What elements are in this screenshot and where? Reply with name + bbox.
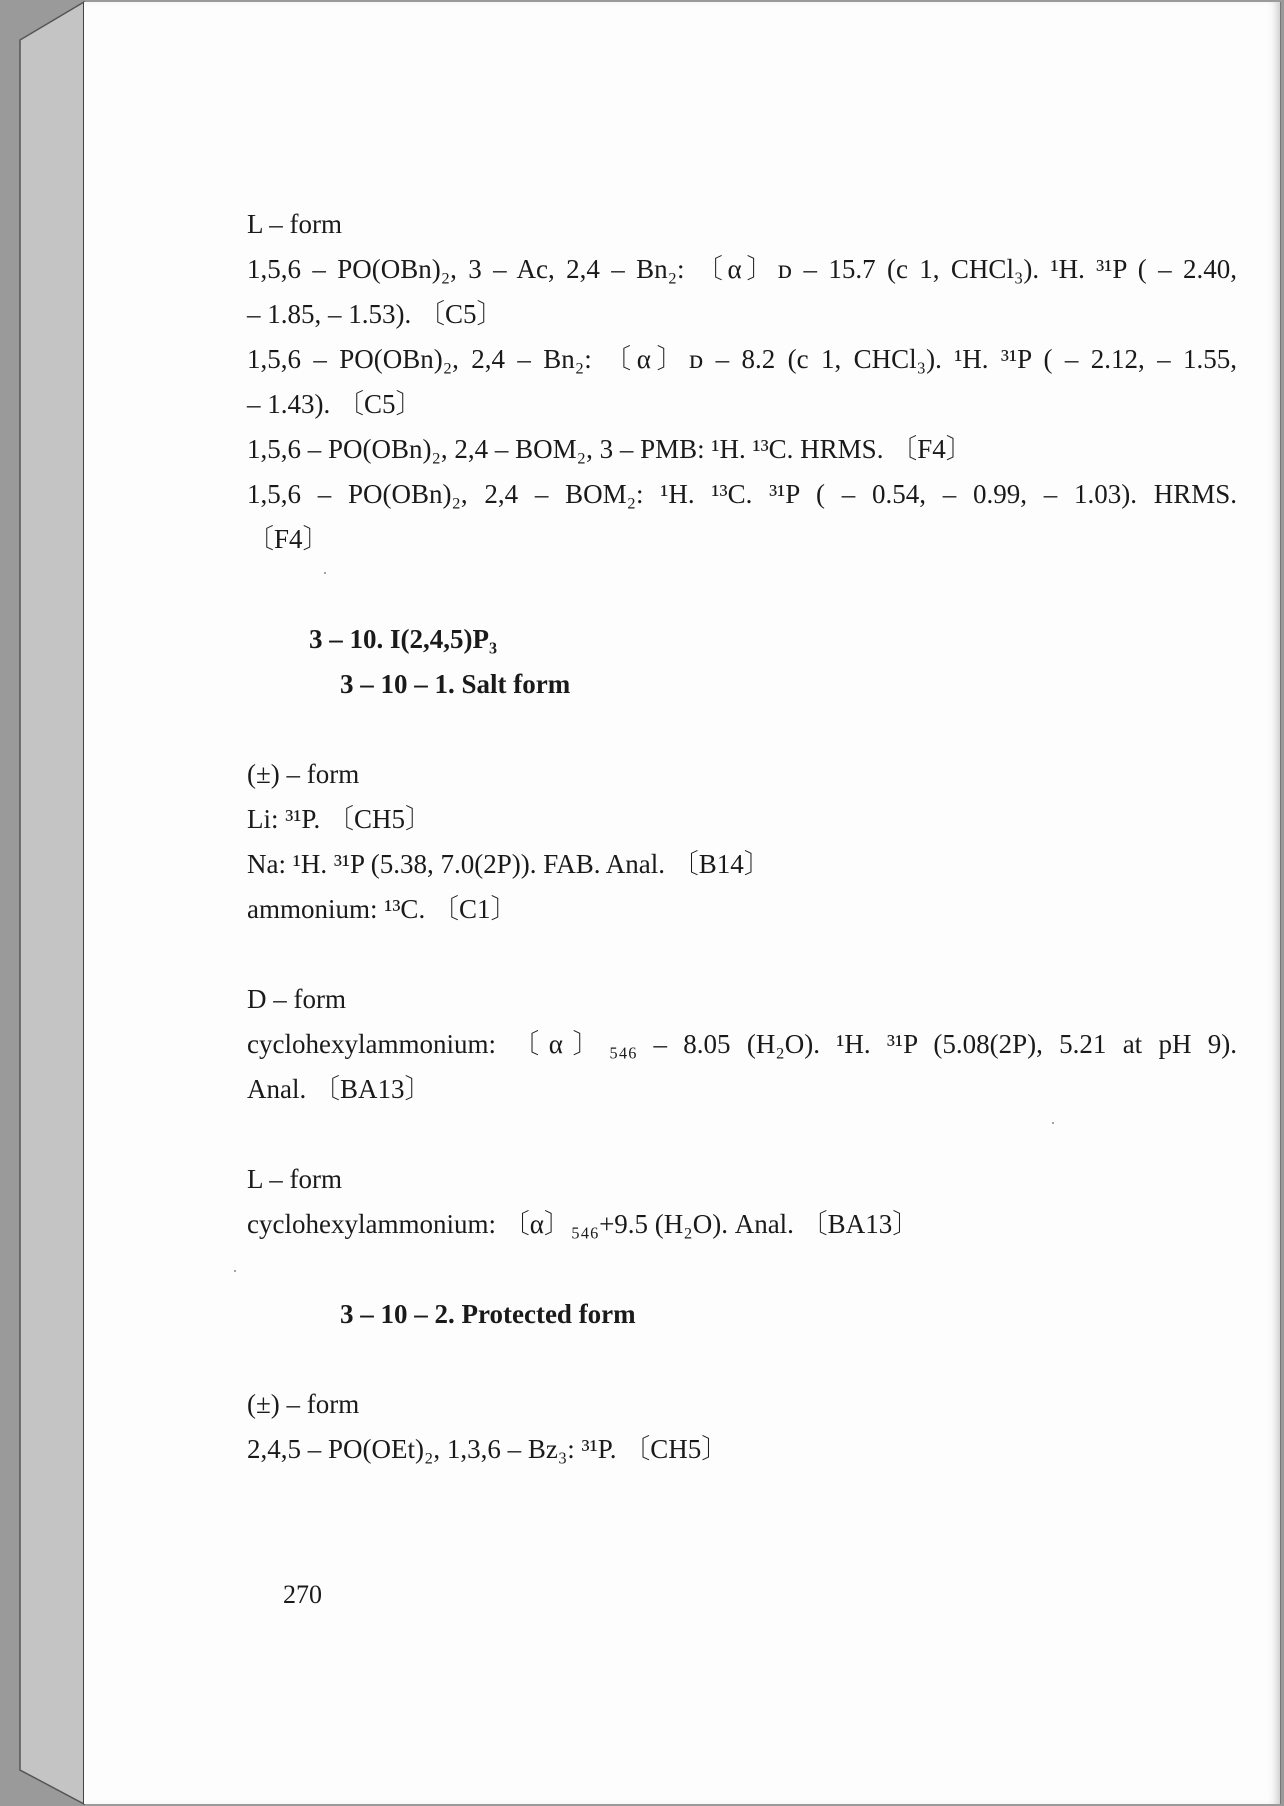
subsection-heading-protected-form: 3 – 10 – 2. Protected form [340,1299,636,1329]
l-form-heading-2: L – form [247,1164,342,1194]
compound-entry-2b: – 1.43). 〔C5〕 [247,389,423,419]
l-form-heading-1: L – form [247,209,342,239]
book-spine [0,0,90,1806]
book-page [84,2,1281,1804]
compound-entry-1a: 1,5,6 – PO(OBn)₂, 3 – Ac, 2,4 – Bn₂: 〔α〕ᴅ – 15.7 (c 1, CHCl₃). ¹H. ³¹P ( – 2.40, [247,254,1237,284]
compound-entry-2a: 1,5,6 – PO(OBn)₂, 2,4 – Bn₂: 〔α〕ᴅ – 8.2 (c 1, CHCl₃). ¹H. ³¹P ( – 2.12, – 1.55, [247,344,1237,374]
protected-entry-1: 2,4,5 – PO(OEt)₂, 1,3,6 – Bz₃: ³¹P. 〔CH5〕 [247,1434,729,1464]
compound-entry-1b: – 1.85, – 1.53). 〔C5〕 [247,299,504,329]
compound-entry-3: 1,5,6 – PO(OBn)₂, 2,4 – BOM₂, 3 – PMB: ¹H. ¹³C. HRMS. 〔F4〕 [247,434,973,464]
salt-entry-na: Na: ¹H. ³¹P (5.38, 7.0(2P)). FAB. Anal. 〔B14〕 [247,849,771,879]
racemic-form-heading-2: (±) – form [247,1389,360,1419]
d-form-heading: D – form [247,984,346,1014]
scan-speck [1052,1122,1054,1124]
salt-entry-l-cyclohexyl: cyclohexylammonium: 〔α〕₅₄₆+9.5 (H₂O). Anal. 〔BA13〕 [247,1209,920,1239]
page-body [247,202,1237,1472]
salt-entry-li: Li: ³¹P. 〔CH5〕 [247,804,432,834]
compound-entry-4a: 1,5,6 – PO(OBn)₂, 2,4 – BOM₂: ¹H. ¹³C. ³¹P ( – 0.54, – 0.99, – 1.03). HRMS. [247,479,1237,509]
salt-entry-d-cyclohexyl-b: Anal. 〔BA13〕 [247,1074,432,1104]
section-heading-3-10: 3 – 10. I(2,4,5)P₃ [309,624,498,654]
page-number: 270 [283,1580,322,1609]
racemic-form-heading-1: (±) – form [247,759,360,789]
scan-speck [234,1270,236,1272]
salt-entry-d-cyclohexyl-a: cyclohexylammonium: 〔α〕₅₄₆ – 8.05 (H₂O). ¹H. ³¹P (5.08(2P), 5.21 at pH 9). [247,1029,1237,1059]
subsection-heading-salt-form: 3 – 10 – 1. Salt form [340,669,571,699]
compound-entry-4b: 〔F4〕 [247,524,330,554]
scan-speck [324,572,326,574]
salt-entry-ammonium: ammonium: ¹³C. 〔C1〕 [247,894,518,924]
